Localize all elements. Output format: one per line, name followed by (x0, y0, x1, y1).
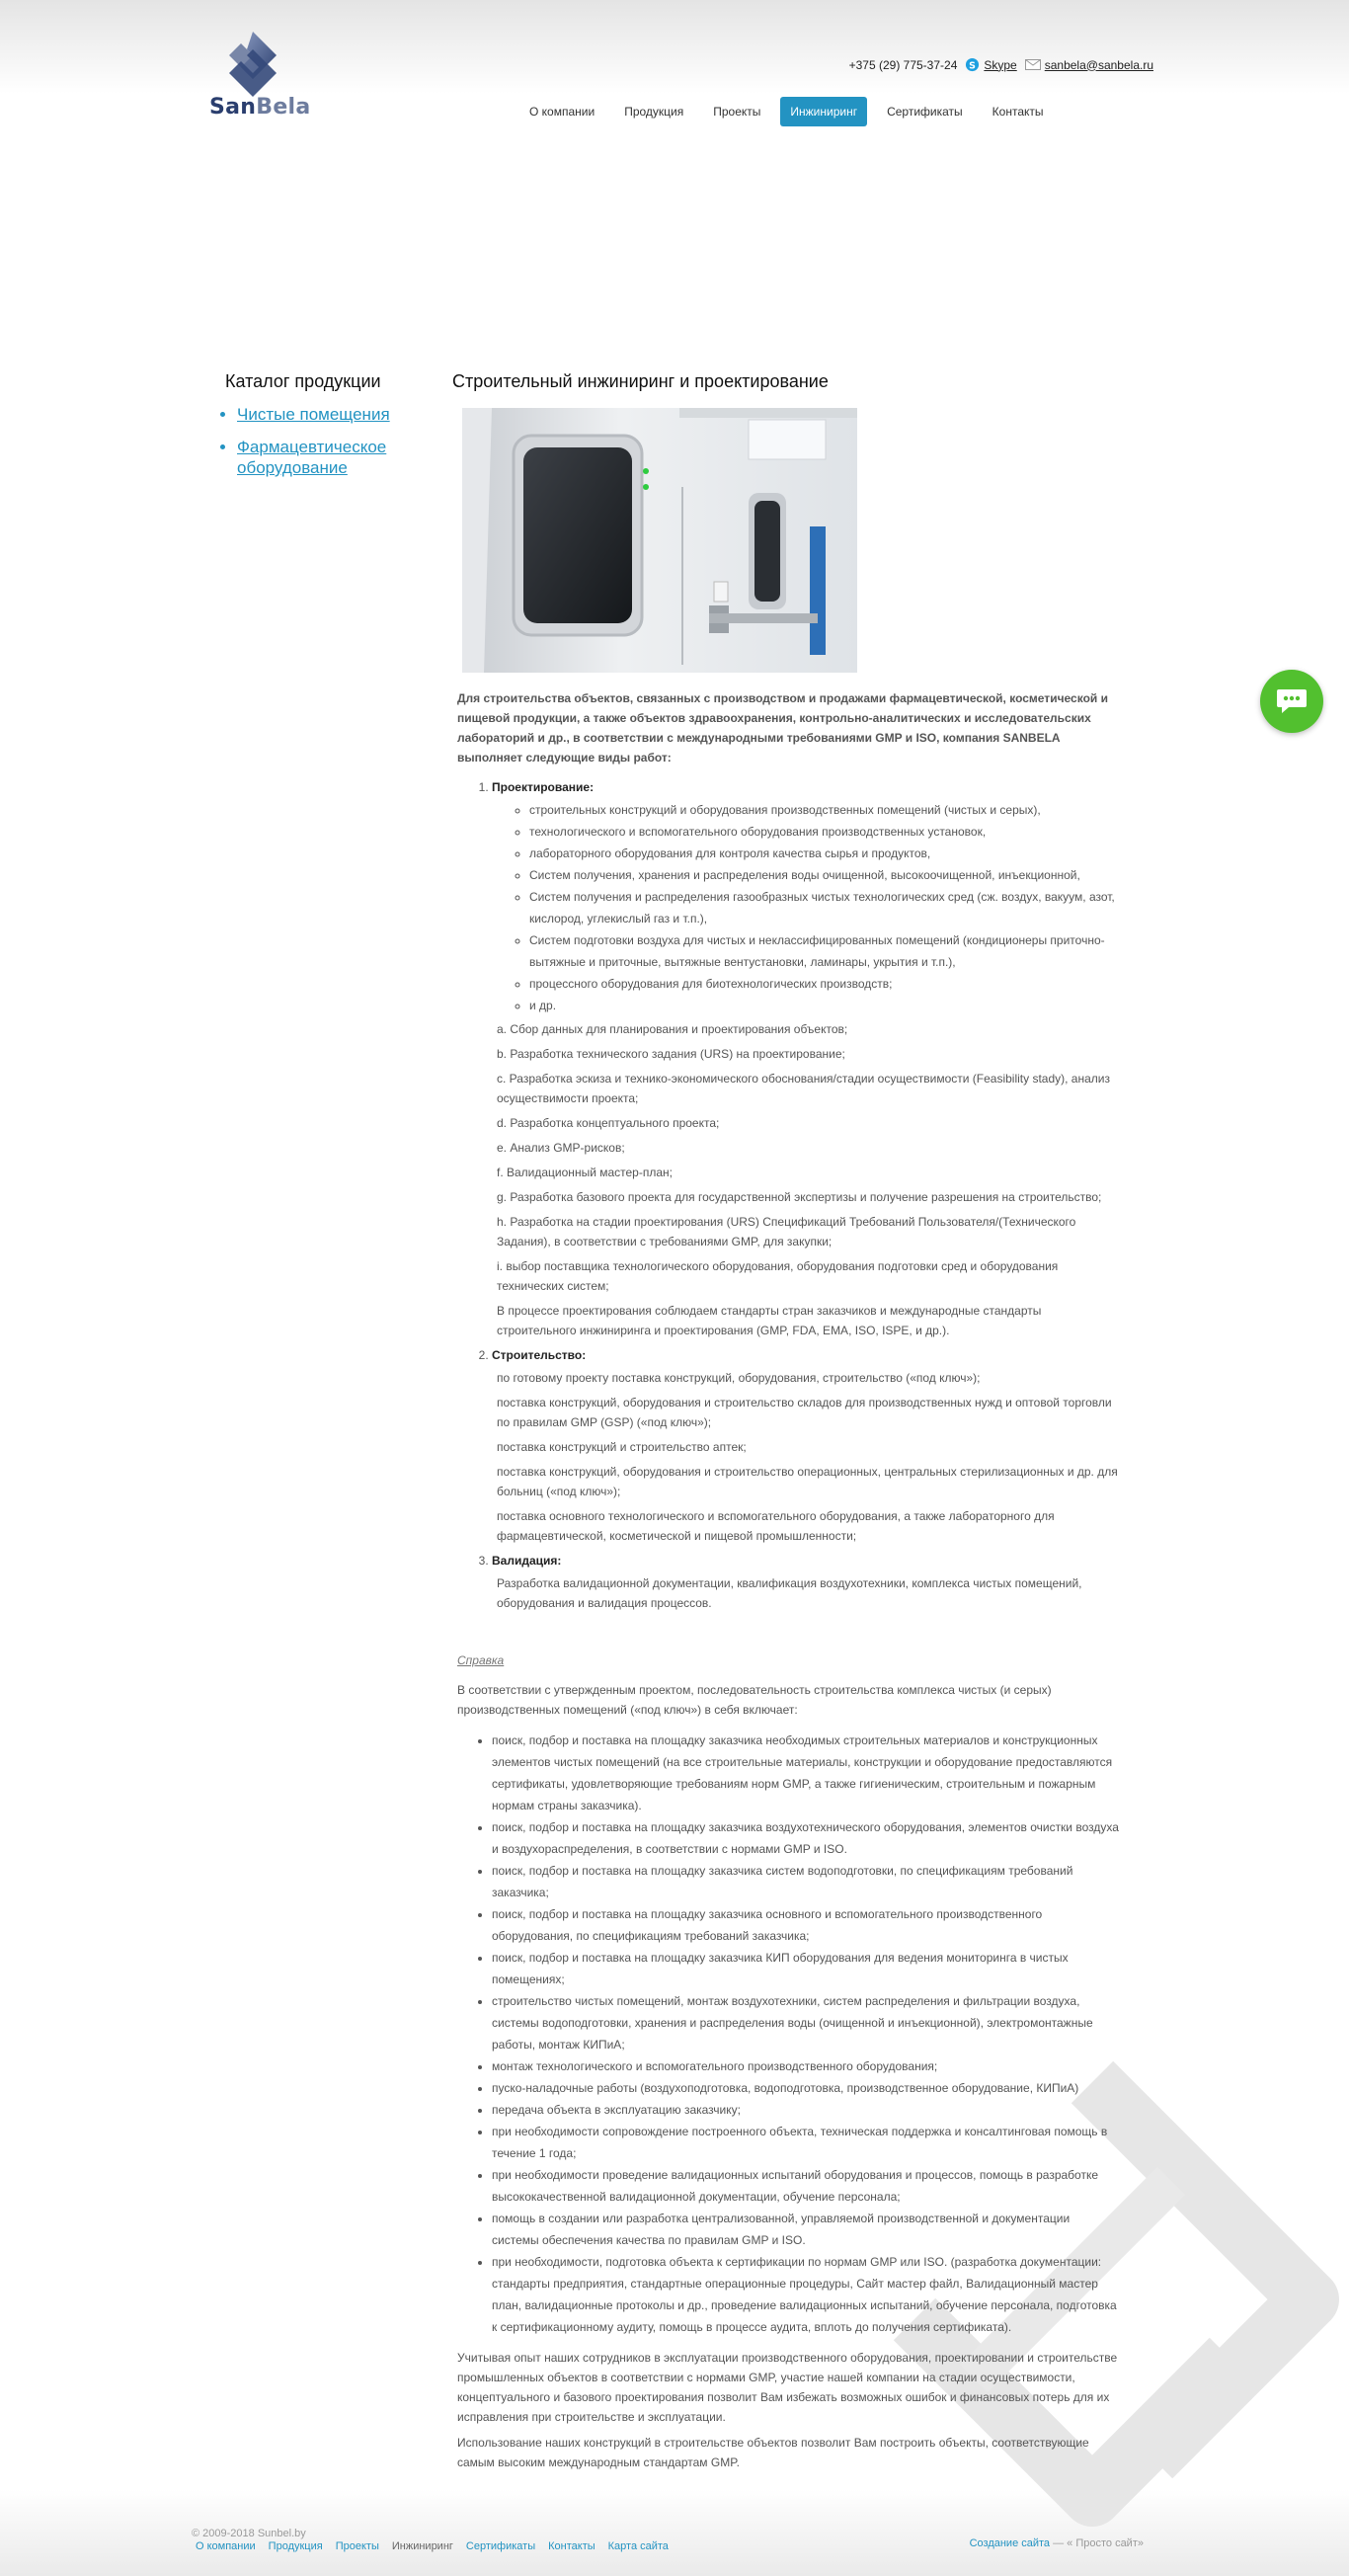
list-item: i. выбор поставщика технологического оборудования, оборудования подготовки сред и оборудования технических систем; (497, 1259, 1059, 1293)
list-item: g. Разработка базового проекта для государственной экспертизы и получение разрешения на строительство; (497, 1190, 1102, 1204)
nav-item-projects[interactable]: Проекты (713, 105, 761, 119)
intro-paragraph: Для строительства объектов, связанных с производством и продажами фармацевтической, косметической и пищевой продукции, а также объектов здравоохранения, контрольно-аналитических и исследовательских лабораторий и др., в соответствии с международными требованиями GMP и ISO, компания SANBELA выполняет следующие виды работ: (457, 691, 1108, 765)
email-link[interactable]: sanbela@sanbela.ru (1044, 57, 1153, 72)
sidebar-title: Каталог продукции (225, 371, 381, 391)
list-item: ◦ Систем получения и распределения газообразных чистых технологических сред (сж. воздух, вакуум, азот, кислород, углекислый газ и т.п.), (529, 886, 1120, 929)
list-item: поставка конструкций, оборудования и строительство операционных, центральных стерилизационных и др. для больниц («под ключ»); (497, 1465, 1118, 1498)
section-validation (492, 1551, 1120, 1613)
credit-link[interactable]: Создание сайта (969, 2537, 1051, 2549)
services-list (457, 777, 1120, 1613)
logo-name-dark: San (209, 95, 257, 120)
list-item: • поиск, подбор и поставка на площадку заказчика основного и вспомогательного производственного оборудования, по спецификациям требований заказчика; (492, 1903, 1120, 1947)
closing-paragraph: Использование наших конструкций в строительстве объектов позволит Вам построить объекты, соответствующие самым высоким международным стандартам GMP. (457, 2436, 1089, 2469)
reference-block (457, 1650, 1120, 2338)
catalog-item (237, 404, 413, 425)
main-nav (519, 97, 1054, 126)
credit-text: — « Просто сайт» (1053, 2537, 1144, 2549)
mail-icon (1025, 59, 1041, 70)
header-contacts (849, 57, 1153, 72)
validation-text: Разработка валидационной документации, квалификация воздухотехники, комплекса чистых помещений, оборудования и валидация процессов. (497, 1576, 1082, 1610)
list-item: ◦ и др. (529, 995, 1120, 1016)
list-item: поставка конструкций, оборудования и строительство складов для производственных нужд и оптовой торговли по правилам GMP (GSP) («под ключ»); (497, 1396, 1112, 1429)
catalog-list (225, 404, 413, 478)
list-item: • монтаж технологического и вспомогательного производственного оборудования; (492, 2055, 1120, 2077)
list-item: • при необходимости, подготовка объекта к сертификации по нормам GMP или ISO. (разработка документации: стандарты предприятия, стандартные операционные процедуры, Сайт мастер файл, Валидационный мастер план, валидационные протоколы и др., проведение валидационных испытаний, обучение персонала, подготовка к сертификационному аудиту, помощь в процессе аудита, вплоть до получения сертификата). (492, 2251, 1120, 2338)
sidebar (225, 371, 413, 490)
catalog-link-pharma-equipment[interactable]: Фармацевтическое оборудование (237, 438, 387, 477)
nav-item-contacts[interactable]: Контакты (992, 105, 1044, 119)
section-title: Проектирование: (492, 780, 595, 794)
list-item: поставка основного технологического и вспомогательного оборудования, а также лабораторного для фармацевтической, косметической и пищевой промышленности; (497, 1509, 1055, 1543)
design-items (492, 799, 1120, 1016)
nav-item-about[interactable]: О компании (529, 105, 595, 119)
list-item: • поиск, подбор и поставка на площадку заказчика КИП оборудования для ведения мониторинга в чистых помещениях; (492, 1947, 1120, 1990)
list-item: по готовому проекту поставка конструкций, оборудования, строительство («под ключ»); (497, 1371, 981, 1385)
list-item: • поиск, подбор и поставка на площадку заказчика воздухотехнического оборудования, элементов очистки воздуха и воздухораспределения, в соответствии с нормами GMP и ISO. (492, 1816, 1120, 1860)
section-design (492, 777, 1120, 1340)
catalog-item (237, 437, 413, 478)
list-item: ◦ строительных конструкций и оборудования производственных помещений (чистых и серых), (529, 799, 1120, 821)
footer-copyright: © 2009-2018 Sunbel.by (192, 2528, 306, 2539)
list-item: В процессе проектирования соблюдаем стандарты стран заказчиков и международные стандарты строительного инжиниринга и проектирования (GMP, FDA, EMA, ISO, ISPE, и др.). (497, 1304, 1042, 1337)
skype-link[interactable]: Skype (984, 57, 1017, 72)
list-item: • поиск, подбор и поставка на площадку заказчика систем водоподготовки, по спецификациям требований заказчика; (492, 1860, 1120, 1903)
list-item: ◦ лабораторного оборудования для контроля качества сырья и продуктов, (529, 843, 1120, 864)
logo-wordmark[interactable] (209, 95, 311, 120)
list-item: e. Анализ GMP-рисков; (497, 1141, 625, 1155)
list-item: • строительство чистых помещений, монтаж воздухотехники, систем распределения и фильтрации воздуха, системы водоподготовки, хранения и распределения воды (очищенной и инъекционной), электромонтажные работы, монтаж КИПиА; (492, 1990, 1120, 2055)
logo-name-light: Bela (256, 95, 311, 120)
cleanroom-photo (462, 408, 857, 673)
section-title: Строительство: (492, 1348, 587, 1362)
section-title: Валидация: (492, 1554, 562, 1568)
footer-credit (970, 2537, 1144, 2549)
list-item: ◦ технологического и вспомогательного оборудования производственных установок, (529, 821, 1120, 843)
list-item: • передача объекта в эксплуатацию заказчику; (492, 2099, 1120, 2121)
reference-items (457, 1730, 1120, 2338)
footer-link-projects[interactable]: Проекты (335, 2540, 379, 2552)
svg-text:S: S (969, 60, 977, 72)
design-steps (492, 1019, 1120, 1340)
list-item: c. Разработка эскиза и технико-экономического обоснования/стадии осуществимости (Feasibility stady), анализ осуществимости проекта; (497, 1072, 1110, 1105)
list-item: поставка конструкций и строительство аптек; (497, 1440, 747, 1454)
nav-item-products[interactable]: Продукция (624, 105, 684, 119)
list-item: a. Сбор данных для планирования и проектирования объектов; (497, 1022, 848, 1036)
reference-intro: В соответствии с утвержденным проектом, последовательность строительства комплекса чистых (и серых) производственных помещений («под ключ») в себя включает: (457, 1683, 1052, 1717)
list-item: • помощь в создании или разработка централизованной, управляемой производственной и документации системы обеспечения качества по правилам GMP и ISO. (492, 2208, 1120, 2251)
chat-bubble-icon (1275, 686, 1309, 716)
footer-link-contacts[interactable]: Контакты (548, 2540, 595, 2552)
footer-link-certificates[interactable]: Сертификаты (465, 2540, 536, 2552)
list-item: • при необходимости сопровождение построенного объекта, техническая поддержка и консалтинговая помощь в течение 1 года; (492, 2121, 1120, 2164)
skype-icon (965, 57, 980, 72)
list-item: h. Разработка на стадии проектирования (URS) Спецификаций Требований Пользователя/(Технического Задания), в соответствии с требованиями GMP, для закупки; (497, 1215, 1076, 1248)
footer-link-products[interactable]: Продукция (268, 2540, 323, 2552)
list-item: ◦ Систем подготовки воздуха для чистых и неклассифицированных помещений (кондиционеры приточно-вытяжные и приточные, вытяжные вентустановки, ламинары, укрытия и т.п.), (529, 929, 1120, 973)
closing-paragraph: Учитывая опыт наших сотрудников в эксплуатации производственного оборудования, проектировании и строительстве промышленных объектов в соответствии с нормами GMP, участие нашей компании на стадии осуществимости, концептуального и базового проектирования позволит Вам избежать возможных ошибок и финансовых потерь для их исправления при строительстве и эксплуатации. (457, 2351, 1118, 2424)
footer-nav (196, 2540, 669, 2552)
closing-block (457, 2348, 1120, 2472)
main-content (452, 371, 1120, 2478)
list-item: f. Валидационный мастер-план; (497, 1166, 673, 1179)
nav-item-certificates[interactable]: Сертификаты (887, 105, 963, 119)
page-title: Строительный инжиниринг и проектирование (452, 371, 829, 391)
list-item: d. Разработка концептуального проекта; (497, 1116, 720, 1130)
list-item: ◦ Систем получения, хранения и распределения воды очищенной, высокоочищенной, инъекционной, (529, 864, 1120, 886)
list-item: b. Разработка технического задания (URS) на проектирование; (497, 1047, 845, 1061)
catalog-link-cleanrooms[interactable]: Чистые помещения (237, 405, 390, 424)
footer-link-engineering: Инжиниринг (391, 2540, 453, 2552)
footer-link-sitemap[interactable]: Карта сайта (607, 2540, 669, 2552)
nav-item-engineering[interactable]: Инжиниринг (780, 97, 867, 126)
reference-title: Справка (457, 1653, 505, 1667)
list-item: • пуско-наладочные работы (воздухоподготовка, водоподготовка, производственное оборудование, КИПиА) (492, 2077, 1120, 2099)
section-construction (492, 1345, 1120, 1546)
list-item: • поиск, подбор и поставка на площадку заказчика необходимых строительных материалов и конструкционных элементов чистых помещений (на все строительные материалы, конструкции и оборудование предоставляются сертификаты, удовлетворяющие требованиям норм GMP, а также гигиеническим, строительным и пожарным нормам страны заказчика). (492, 1730, 1120, 1816)
article-body (457, 688, 1120, 2472)
chat-button[interactable] (1260, 670, 1323, 733)
footer-link-about[interactable]: О компании (196, 2540, 256, 2552)
phone-number: +375 (29) 775-37-24 (848, 57, 958, 72)
list-item: • при необходимости проведение валидационных испытаний оборудования и процессов, помощь в разработке высококачественной валидационной документации, обучение персонала; (492, 2164, 1120, 2208)
list-item: ◦ процессного оборудования для биотехнологических производств; (529, 973, 1120, 995)
